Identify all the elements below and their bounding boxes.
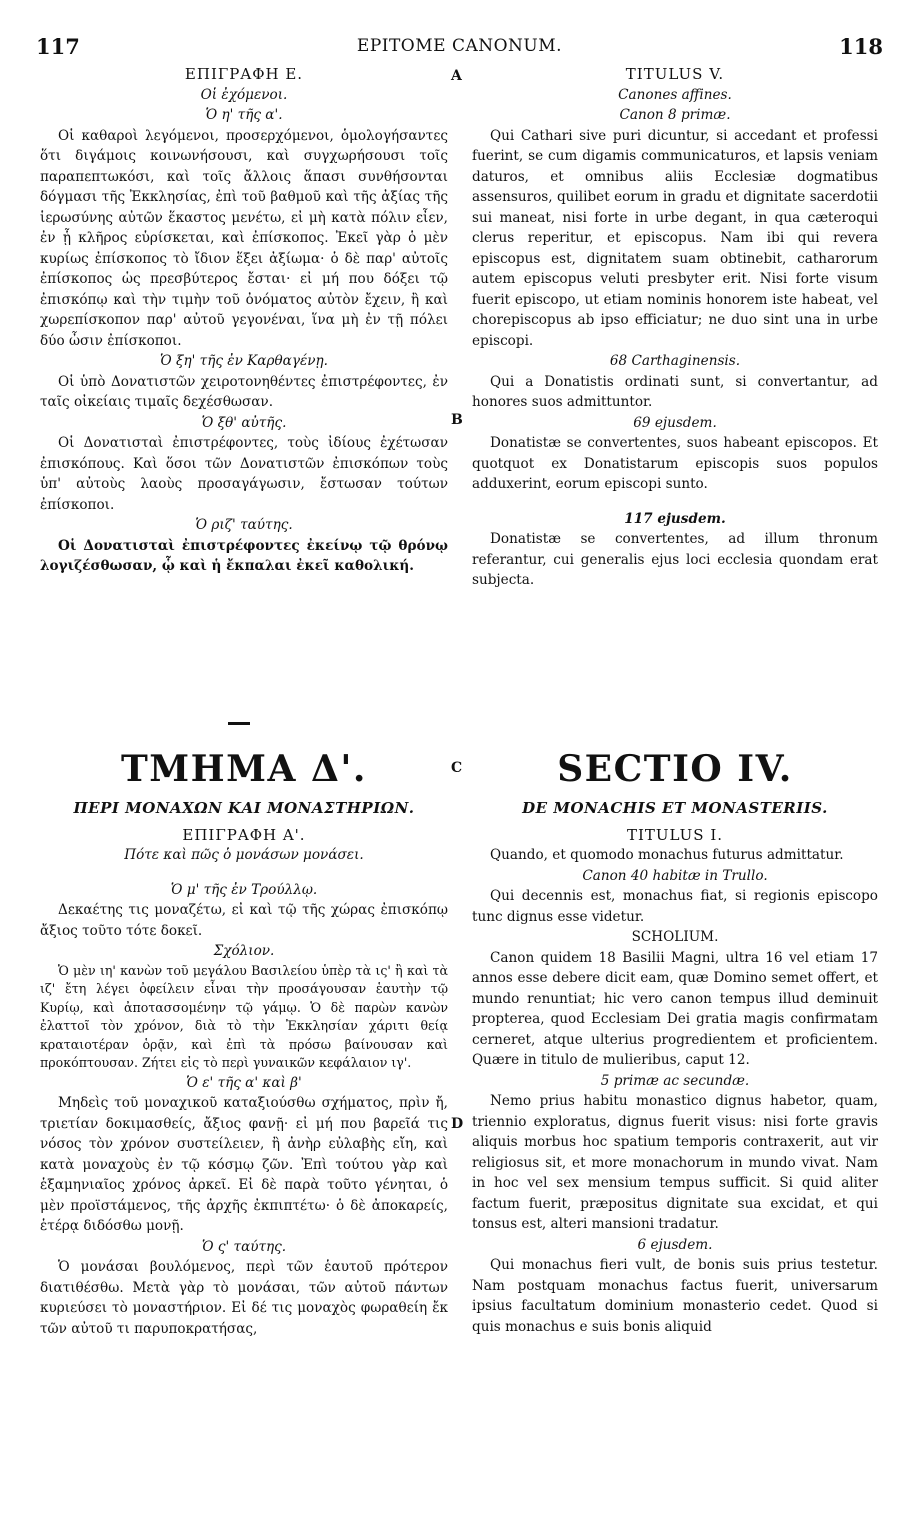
canon-text: Nemo prius habitu monastico dignus habetor, quam, triennio exploratus, dignus fuerit visus: nisi forte gravis aliquis morbus hoc spatium temporis contraxerit, aut vir religiosus sit, et more monachorum in mundo vivat. Nam in hoc vel sex mensium tempus sufficit. Si quid aliter factum fuerit, præpositus dignitate sua excidat, et qui tonsus est, alteri mansioni tradatur. — [472, 1093, 878, 1232]
canon-text: Qui monachus fieri vult, de bonis suis prius testetur. Nam postquam monachus factus fuerit, universarum ipsius facultatum dominium monasterio cedet. Quod si quis monachus e suis bonis aliquid — [472, 1257, 878, 1335]
canon-title: Ὁ ε' τῆς α' καὶ β' — [186, 1074, 302, 1091]
title-subtitle: Quando, et quomodo monachus futurus admittatur. — [490, 847, 844, 863]
greek-column-bottom — [40, 746, 448, 1339]
canon-text: Οἱ Δονατισταὶ ἐπιστρέφοντες, τοὺς ἰδίους ἐχέτωσαν ἐπισκόπους. Καὶ ὅσοι τῶν Δονατιστῶν ἐπισκόπων τοὺς ὑπ' αὐτοὺς λαοὺς προσαγάγωσιν, ἔστωσαν τούτων ἐπίσκοποι. — [40, 435, 448, 513]
title-subtitle: Πότε καὶ πῶς ὁ μονάσων μονάσει. — [124, 847, 364, 863]
canon-title: Ὁ μ' τῆς ἐν Τρούλλῳ. — [170, 881, 318, 898]
margin-marker-d: D — [451, 1116, 464, 1132]
canon-text: Οἱ καθαροὶ λεγόμενοι, προσερχόμενοι, ὁμολογήσαντες ὅτι διγάμοις κοινωνήσουσι, καὶ συγχωρήσουσι τοῖς παραπεπτωκόσι, καὶ τοῖς ἄλλοις ἅπασι συνθήσονται δόγμασι τῆς Ἐκκλησίας, ἐπὶ τοῦ βαθμοῦ καὶ τῆς ἀξίας τῆς ἱερωσύνης αὐτῶν ἕκαστος μενέτω, εἰ μὴ κατὰ πόλιν εἶεν, ἐν ᾗ κλῆρος εὑρίσκεται, καὶ ἐπίσκοπος. Ἐκεῖ γὰρ ὁ μὲν κυρίως ἐπίσκοπος τὸ ἴδιον ἕξει ἀξίωμα· ὁ δὲ παρ' αὐτοῖς ἐπίσκοπος ὡς πρεσβύτερος ἔσται· εἰ μή που δόξει τῷ ἐπισκόπῳ καὶ τὴν τιμὴν τοῦ ὀνόματος αὐτὸν ἔχειν, ἢ καὶ χωρεπίσκοπον παρ' αὐτοῦ γεγονέναι, ἵνα μὴ ἐν τῇ πόλει δύο ὦσιν ἐπίσκοποι. — [40, 127, 448, 349]
canon-title: Ὁ ξη' τῆς ἐν Καρθαγένῃ. — [159, 353, 328, 369]
canon-text: Donatistæ se convertentes, ad illum thronum referantur, cui generalis ejus loci ecclesia quondam erat subjecta. — [472, 531, 878, 588]
section-title: ΤΜΗΜΑ Δ'. — [121, 748, 367, 790]
canon-title: 117 ejusdem. — [624, 510, 726, 527]
canon-title: 6 ejusdem. — [637, 1236, 713, 1253]
page-header — [36, 34, 883, 58]
canon-text: Qui Cathari sive puri dicuntur, si accedant et professi fuerint, se cum digamis communicaturos, et lapsis veniam daturos, et omnibus aliis Ecclesiæ dogmatibus assensuros, quilibet eorum in gradu et dignitate sacerdotii sui maneat, nisi forte in urbe degant, in qua cæteroqui clerus reperitur, et episcopus. Nam ibi qui revera episcopus est, dignitatem suam obtinebit, catharorum autem episcopus veluti presbyter erit. Nisi forte visum fuerit episcopo, ut etiam nominis honorem iste habeat, vel chorepiscopus ab ipso efficiatur; ne duo sint una in urbe episcopi. — [472, 127, 878, 349]
section-subtitle: ΠΕΡΙ ΜΟΝΑΧΩΝ ΚΑΙ ΜΟΝΑΣΤΗΡΙΩΝ. — [73, 799, 415, 817]
canon-title: Ὁ ριζ' ταύτης. — [195, 517, 293, 533]
scholion-title: SCHOLIUM. — [631, 929, 719, 945]
section-heading: ΕΠΙΓΡΑΦΗ Ε. — [184, 65, 304, 83]
canon-text: Οἱ ὑπὸ Δονατιστῶν χειροτονηθέντες ἐπιστρέφοντες, ἐν ταῖς οἰκείαις τιμαῖς δεχέσθωσαν. — [40, 373, 448, 410]
greek-column-top — [40, 64, 448, 577]
canon-text: Qui a Donatistis ordinati sunt, si convertantur, ad honores suos admittuntor. — [472, 373, 878, 410]
canon-title: Canon 40 habitæ in Trullo. — [582, 867, 768, 884]
margin-marker-a: A — [451, 68, 462, 84]
scholion-text: Ὁ μὲν ιη' κανὼν τοῦ μεγάλου Βασιλείου ὑπὲρ τὰ ις' ἢ καὶ τὰ ιζ' ἔτη λέγει ὀφείλειν εἶναι τὴν προσάγουσαν ἑαυτὴν τῷ Κυρίῳ, καὶ ἀποτασσομένην τῷ γάμῳ. Ὁ δὲ παρὼν κανὼν ἐλαττοῖ τὸν χρόνον, διὰ τὸ τὴν Ἐκκλησίαν χάριτι θείᾳ κραταιοτέραν ὁρᾷν, καὶ ἐπὶ τὰ πρόσω βαίνουσαν καὶ προκόπτουσαν. Ζήτει εἰς τὸ περὶ γυναικῶν κεφάλαιον ιγ'. — [40, 962, 448, 1070]
canon-title: 69 ejusdem. — [633, 414, 717, 431]
canon-title: Ὁ η' τῆς α'. — [205, 107, 283, 123]
canon-text: Μηδεὶς τοῦ μοναχικοῦ καταξιούσθω σχήματος, πρὶν ἤ, τριετίαν δοκιμασθείς, ἄξιος φανῇ· εἰ μή που βαρεῖά τις νόσος τὸν χρόνον συστείλειεν, ἢ ἀνὴρ εὐλαβὴς εἴη, καὶ κατὰ μοναχοὺς ἐν τῷ κόσμῳ ζῶν. Ἐπὶ τούτου γὰρ καὶ ἑξαμηνιαῖος χρόνος ἀρκεῖ. Εἰ δὲ παρὰ τοῦτο γένηται, ὁ μὲν προϊστάμενος, τῆς ἀρχῆς ἐκπιπτέτω· ὁ δὲ ἀποκαρείς, ἑτέρᾳ διδόσθω μονῇ. — [40, 1095, 448, 1234]
running-title: EPITOME CANONUM. — [356, 36, 563, 56]
section-subtitle: DE MONACHIS ET MONASTERIIS. — [522, 799, 828, 817]
section-subtitle: Οἱ ἐχόμενοι. — [200, 86, 288, 103]
section-heading: TITULUS V. — [625, 65, 725, 83]
canon-title: 5 primæ ac secundæ. — [600, 1072, 750, 1089]
scholion-text: Canon quidem 18 Basilii Magni, ultra 16 vel etiam 17 annos esse debere dicit eam, quæ Domino semet offert, et mundo renuntiat; hic vero canon tempus illud deminuit propterea, quod Ecclesiam Dei gratia magis confirmatam cerneret, atque ulterius progredientem et proficientem. Quære in titulo de mulieribus, caput 12. — [472, 949, 878, 1068]
canon-text: Donatistæ se convertentes, suos habeant episcopos. Et quotquot ex Donatistarum episcopis suos populos adduxerint, eorum episcopi sunto. — [472, 435, 878, 492]
margin-marker-c: C — [451, 760, 463, 776]
section-divider — [228, 722, 250, 725]
section-title: SECTIO IV. — [557, 748, 793, 790]
canon-text: Οἱ Δονατισταὶ ἐπιστρέφοντες ἐκείνῳ τῷ θρόνῳ λογιζέσθωσαν, ᾧ καὶ ἡ ἔκπαλαι ἐκεῖ καθολική. — [40, 537, 448, 574]
canon-title: Canon 8 primæ. — [619, 107, 731, 123]
canon-title: 68 Carthaginensis. — [609, 353, 741, 369]
canon-title: Ὁ ς' ταύτης. — [201, 1238, 287, 1255]
latin-column-bottom — [472, 746, 878, 1337]
margin-marker-b: B — [451, 412, 463, 428]
section-subtitle: Canones affines. — [618, 86, 732, 103]
canon-title: Ὁ ξθ' αὐτῆς. — [201, 414, 287, 431]
title-heading: ΕΠΙΓΡΑΦΗ Α'. — [182, 825, 306, 844]
scholion-title: Σχόλιον. — [213, 943, 275, 959]
page-number-right: 118 — [839, 34, 883, 59]
canon-text: Qui decennis est, monachus fiat, si regionis episcopo tunc dignus esse videtur. — [472, 888, 878, 925]
canon-text: Ὁ μονάσαι βουλόμενος, περὶ τῶν ἑαυτοῦ πρότερον διατιθέσθω. Μετὰ γὰρ τὸ μονάσαι, τῶν αὐτοῦ πάντων κυριεύσει τὸ μοναστήριον. Εἰ δέ τις μοναχὸς φωραθείη ἔκ τῶν αὐτοῦ τι παρυποκρατήσας, — [40, 1259, 448, 1337]
latin-column-top — [472, 64, 878, 591]
page-number-left: 117 — [36, 34, 80, 59]
title-heading: TITULUS I. — [626, 825, 724, 844]
canon-text: Δεκαέτης τις μοναζέτω, εἰ καὶ τῷ τῆς χώρας ἐπισκόπῳ ἄξιος τοῦτο τότε δοκεῖ. — [40, 902, 448, 939]
